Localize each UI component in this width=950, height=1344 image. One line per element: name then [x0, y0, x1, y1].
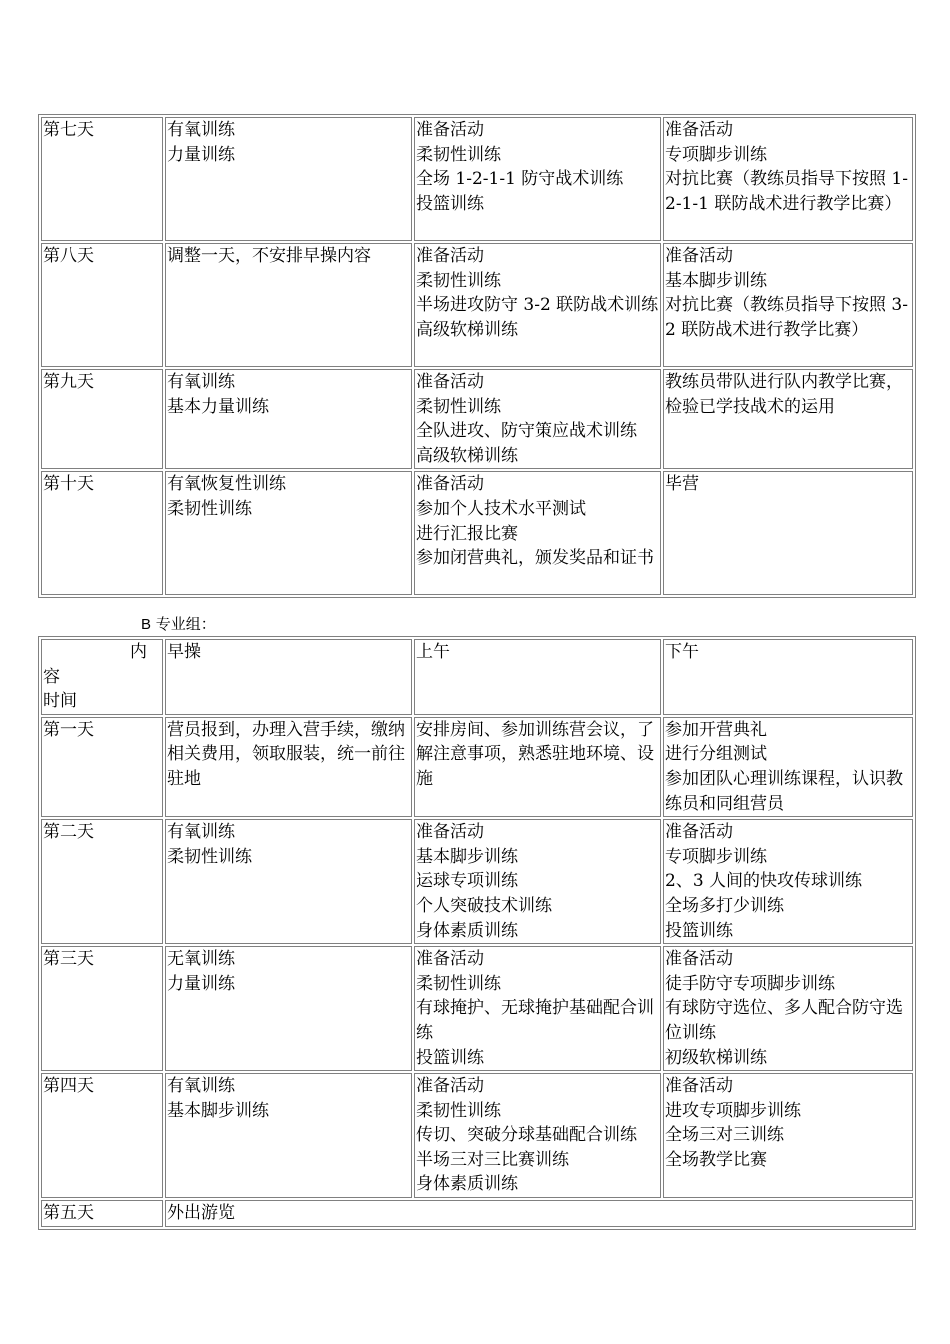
day-cell: 第八天	[41, 243, 163, 367]
cell-line: 身体素质训练	[416, 920, 518, 941]
cell-line: 高级软梯训练	[416, 319, 518, 340]
morning-cell	[165, 717, 412, 817]
cell-line: 柔韧性训练	[167, 498, 252, 519]
section-caption	[141, 614, 216, 635]
pm-cell	[663, 717, 913, 817]
schedule-table-part1	[38, 114, 916, 598]
cell-line: 准备活动	[416, 1076, 484, 1097]
cell-line: 专项脚步训练	[665, 846, 767, 867]
cell-line: 柔韧性训练	[416, 1100, 501, 1121]
corner-label-top: 内	[130, 642, 147, 662]
cell-line: 柔韧性训练	[416, 270, 501, 291]
cell-line: 准备活动	[665, 949, 733, 970]
cell-line: 准备活动	[416, 246, 484, 266]
pm-cell	[663, 946, 913, 1071]
cell-line: 准备活动	[416, 474, 484, 495]
cell-line: 有氧训练	[167, 822, 235, 843]
am-cell	[414, 1073, 661, 1198]
cell-line: 营员报到，办理入营手续，缴纳相关费用，领取服装，统一前往驻地	[167, 719, 405, 789]
cell-line: 基本脚步训练	[167, 1100, 269, 1121]
table-row	[41, 717, 913, 817]
cell-line: 力量训练	[167, 144, 235, 165]
cell-line: 进行汇报比赛	[416, 523, 518, 544]
cell-line: 无氧训练	[167, 949, 235, 970]
pm-cell	[663, 1073, 913, 1198]
cell-line: 柔韧性训练	[416, 973, 501, 994]
am-cell	[414, 819, 661, 944]
cell-line: 进攻专项脚步训练	[665, 1100, 801, 1121]
morning-cell	[165, 471, 412, 595]
pm-cell	[663, 369, 913, 469]
morning-cell	[165, 946, 412, 1071]
cell-line: 参加团队心理训练课程，认识教练员和同组营员	[665, 768, 903, 814]
caption-text: 专业组：	[155, 615, 216, 633]
pm-cell	[663, 471, 913, 595]
table-row	[41, 946, 913, 1071]
day-cell: 第九天	[41, 369, 163, 469]
cell-line: 柔韧性训练	[416, 396, 501, 417]
corner-label-mid: 容	[43, 666, 60, 687]
cell-line: 半场三对三比赛训练	[416, 1149, 569, 1170]
cell-line: 初级软梯训练	[665, 1047, 767, 1068]
cell-line: 调整一天，不安排早操内容	[167, 246, 371, 266]
day-cell: 第四天	[41, 1073, 163, 1198]
cell-line: 准备活动	[665, 246, 733, 266]
cell-line: 准备活动	[416, 822, 484, 843]
morning-cell	[165, 819, 412, 944]
am-cell	[414, 717, 661, 817]
cell-line: 全队进攻、防守策应战术训练	[416, 421, 637, 442]
table-row	[41, 243, 913, 367]
cell-line: 毕营	[665, 474, 699, 495]
cell-line: 专项脚步训练	[665, 144, 767, 165]
cell-line: 高级软梯训练	[416, 445, 518, 466]
cell-line: 柔韧性训练	[167, 846, 252, 867]
morning-cell	[165, 369, 412, 469]
pm-cell	[663, 117, 913, 241]
cell-line: 传切、突破分球基础配合训练	[416, 1125, 637, 1146]
cell-line: 徒手防守专项脚步训练	[665, 973, 835, 994]
cell-line: 力量训练	[167, 973, 235, 994]
cell-line: 参加个人技术水平测试	[416, 498, 586, 519]
table-row	[41, 117, 913, 241]
am-cell	[414, 243, 661, 367]
cell-line: 准备活动	[416, 372, 484, 392]
table-row	[41, 471, 913, 595]
cell-line: 基本脚步训练	[416, 846, 518, 867]
cell-line: 进行分组测试	[665, 744, 767, 765]
cell-line: 对抗比赛（教练员指导下按照 3-2 联防战术进行教学比赛）	[665, 295, 908, 340]
table-row	[41, 819, 913, 944]
cell-line: 准备活动	[665, 1076, 733, 1097]
table-row	[41, 1200, 913, 1227]
cell-line: 对抗比赛（教练员指导下按照 1-2-1-1 联防战术进行教学比赛）	[665, 169, 908, 214]
table-row	[41, 369, 913, 469]
corner-label-bottom: 时间	[43, 691, 77, 712]
day-cell: 第七天	[41, 117, 163, 241]
cell-line: 准备活动	[416, 120, 484, 140]
cell-line: 有氧训练	[167, 120, 235, 140]
cell-line: 运球专项训练	[416, 871, 518, 892]
schedule-table-professional	[38, 636, 916, 1230]
cell-line: 有氧训练	[167, 1076, 235, 1097]
merged-activity-cell: 外出游览	[165, 1200, 913, 1227]
cell-line: 准备活动	[665, 822, 733, 843]
cell-line: 个人突破技术训练	[416, 895, 552, 916]
cell-line: 基本力量训练	[167, 396, 269, 417]
am-cell	[414, 117, 661, 241]
day-cell: 第三天	[41, 946, 163, 1071]
cell-line: 投篮训练	[665, 920, 733, 941]
cell-line: 全场多打少训练	[665, 895, 784, 916]
cell-line: 参加闭营典礼，颁发奖品和证书	[416, 548, 654, 569]
day-cell: 第一天	[41, 717, 163, 817]
cell-line: 2、3 人间的快攻传球训练	[665, 871, 863, 892]
cell-line: 准备活动	[416, 949, 484, 970]
cell-line: 半场进攻防守 3-2 联防战术训练	[416, 295, 659, 316]
pm-cell	[663, 243, 913, 367]
morning-cell	[165, 1073, 412, 1198]
header-morning: 早操	[165, 639, 412, 715]
am-cell	[414, 369, 661, 469]
am-cell	[414, 471, 661, 595]
morning-cell	[165, 117, 412, 241]
caption-letter: B	[141, 616, 152, 633]
cell-line: 柔韧性训练	[416, 144, 501, 165]
cell-line: 有氧训练	[167, 372, 235, 392]
cell-line: 投篮训练	[416, 1047, 484, 1068]
am-cell	[414, 946, 661, 1071]
cell-line: 准备活动	[665, 120, 733, 140]
day-cell: 第五天	[41, 1200, 163, 1227]
cell-line: 参加开营典礼	[665, 719, 767, 740]
morning-cell	[165, 243, 412, 367]
cell-line: 全场 1-2-1-1 防守战术训练	[416, 169, 624, 190]
cell-line: 有球掩护、无球掩护基础配合训练	[416, 998, 654, 1043]
cell-line: 基本脚步训练	[665, 270, 767, 291]
cell-line: 全场教学比赛	[665, 1149, 767, 1170]
cell-line: 教练员带队进行队内教学比赛，检验已学技战术的运用	[665, 372, 903, 417]
header-pm: 下午	[663, 639, 913, 715]
cell-line: 有氧恢复性训练	[167, 474, 286, 495]
cell-line: 身体素质训练	[416, 1174, 518, 1195]
cell-line: 投篮训练	[416, 193, 484, 214]
pm-cell	[663, 819, 913, 944]
table-row	[41, 1073, 913, 1198]
cell-line: 安排房间、参加训练营会议，了解注意事项，熟悉驻地环境、设施	[416, 719, 654, 789]
header-corner-cell	[41, 639, 163, 715]
cell-line: 有球防守选位、多人配合防守选位训练	[665, 998, 903, 1043]
day-cell: 第二天	[41, 819, 163, 944]
table-header-row	[41, 639, 913, 715]
cell-line: 全场三对三训练	[665, 1125, 784, 1146]
header-am: 上午	[414, 639, 661, 715]
day-cell: 第十天	[41, 471, 163, 595]
